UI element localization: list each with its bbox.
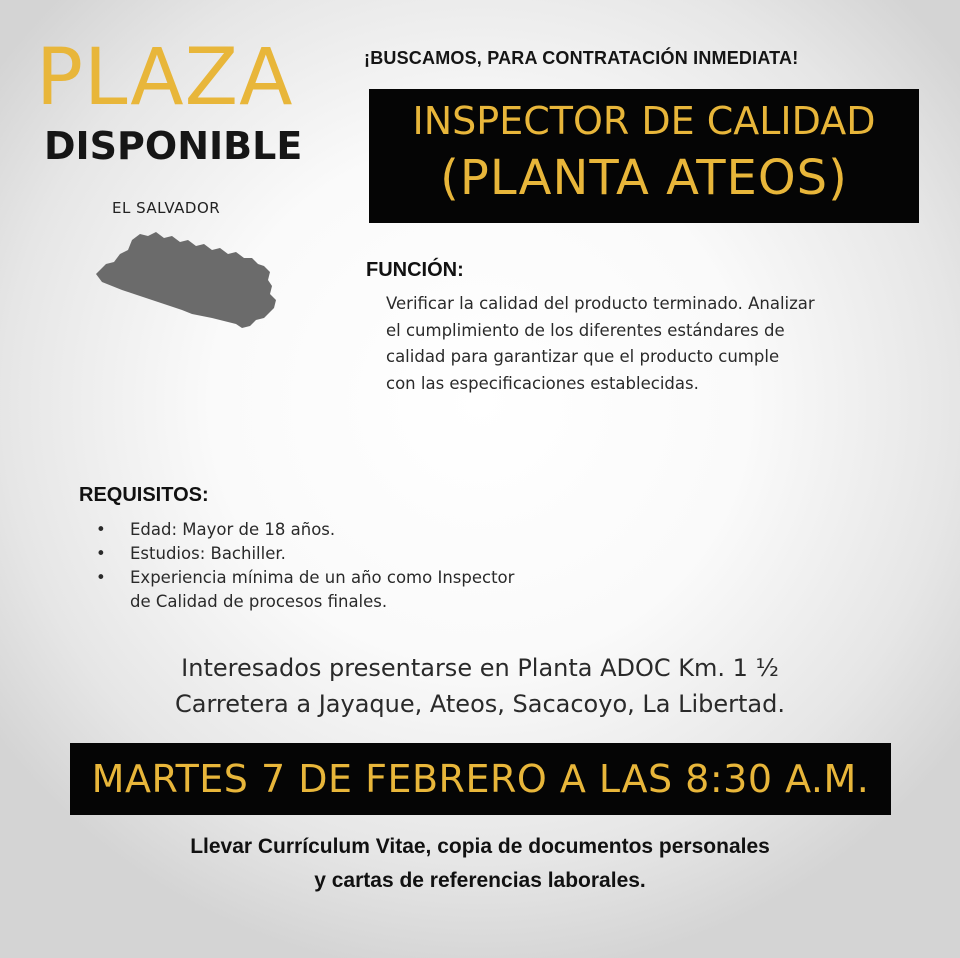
list-item	[96, 590, 656, 614]
list-item	[96, 542, 656, 566]
position-title: INSPECTOR DE CALIDAD	[412, 99, 876, 143]
requisitos-list	[96, 518, 656, 614]
funcion-line: calidad para garantizar que el producto cumple	[386, 347, 780, 366]
documents-note	[0, 830, 960, 898]
location-instructions	[0, 650, 960, 722]
requisitos-heading: REQUISITOS:	[79, 484, 209, 506]
requisito-text: de Calidad de procesos finales.	[130, 592, 388, 611]
disponible-heading: DISPONIBLE	[44, 124, 303, 168]
bullet: •	[96, 544, 106, 563]
country-label: EL SALVADOR	[112, 199, 221, 217]
documents-line: Llevar Currículum Vitae, copia de documentos personales	[190, 835, 770, 858]
date-text: MARTES 7 DE FEBRERO A LAS 8:30 A.M.	[91, 757, 870, 801]
funcion-line: Verificar la calidad del producto terminado. Analizar	[386, 294, 815, 313]
funcion-heading: FUNCIÓN:	[366, 259, 464, 281]
list-item	[96, 566, 656, 590]
requisito-text: Edad: Mayor de 18 años.	[130, 520, 336, 539]
requisito-text: Estudios: Bachiller.	[130, 544, 286, 563]
el-salvador-map-icon	[92, 228, 282, 334]
requisito-text: Experiencia mínima de un año como Inspector	[130, 568, 515, 587]
plaza-heading: PLAZA	[36, 33, 294, 123]
bullet: •	[96, 568, 106, 587]
date-banner	[70, 743, 891, 815]
position-plant: (PLANTA ATEOS)	[440, 150, 848, 206]
funcion-description	[386, 291, 926, 397]
location-line: Interesados presentarse en Planta ADOC Km. 1 ½	[181, 654, 779, 682]
funcion-line: el cumplimiento de los diferentes estándares de	[386, 320, 785, 340]
position-title-box	[369, 89, 919, 223]
list-item	[96, 518, 656, 542]
location-line: Carretera a Jayaque, Ateos, Sacacoyo, La Libertad.	[175, 690, 785, 718]
documents-line: y cartas de referencias laborales.	[314, 869, 646, 892]
bullet: •	[96, 520, 106, 539]
hiring-tagline: ¡BUSCAMOS, PARA CONTRATACIÓN INMEDIATA!	[364, 48, 799, 68]
funcion-line: con las especificaciones establecidas.	[386, 373, 699, 393]
